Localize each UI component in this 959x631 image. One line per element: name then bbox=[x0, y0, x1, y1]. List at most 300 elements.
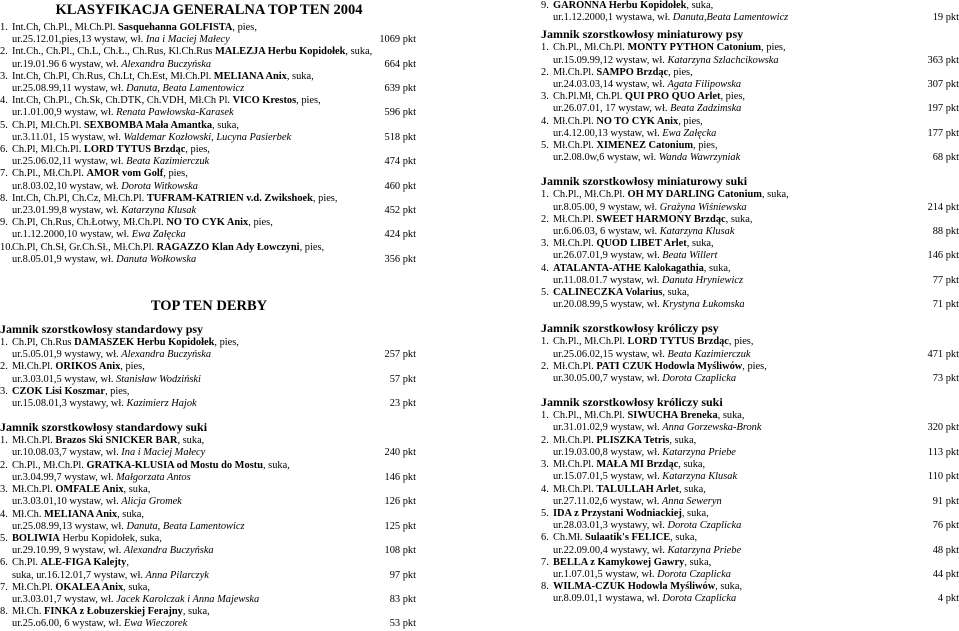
entry-title-line bbox=[0, 386, 418, 398]
ranking-entry bbox=[541, 214, 959, 238]
entry-sex: , pies, bbox=[185, 144, 210, 156]
entry-points: 307 pkt bbox=[927, 79, 959, 91]
entry-info-line bbox=[541, 496, 959, 508]
entry-sex: , suka, bbox=[703, 262, 731, 274]
entry-points: 53 pkt bbox=[389, 618, 416, 630]
entry-points: 126 pkt bbox=[384, 496, 416, 508]
dog-name: SAMPO Brzdąc bbox=[596, 66, 669, 78]
entry-info-line bbox=[541, 299, 959, 311]
owner-name: Danuta,Beata Lamentowicz bbox=[672, 12, 789, 24]
entry-info-line bbox=[0, 521, 418, 533]
entry-titles: Mł.Ch.Pl. bbox=[553, 360, 597, 372]
dog-name: ORIKOS Anix bbox=[55, 361, 121, 373]
entry-points: 474 pkt bbox=[384, 156, 416, 168]
entry-details: ur.27.11.02,6 wystaw, wł. bbox=[553, 495, 662, 507]
entry-rank: 5. bbox=[541, 287, 549, 299]
dog-name: CZOK Lisi Koszmar bbox=[12, 385, 105, 397]
entry-title-line bbox=[541, 435, 959, 447]
owner-name: Dorota Czaplicka bbox=[657, 568, 731, 580]
ranking-entry bbox=[541, 42, 959, 66]
entry-points: 19 pkt bbox=[932, 12, 959, 24]
owner-name: Anna Pilarczyk bbox=[145, 569, 209, 581]
entry-sex: , suka, bbox=[662, 287, 690, 299]
entry-sex: , suka, bbox=[669, 434, 697, 446]
entry-points: 23 pkt bbox=[389, 398, 416, 410]
entry-titles: Mł.Ch.Pl. bbox=[553, 213, 597, 225]
entry-titles: Mł.Ch.Pl. bbox=[553, 115, 597, 127]
owner-name: Grażyna Wiśniewska bbox=[659, 201, 747, 213]
entry-details: ur.8.09.01,1 wystawa, wł. bbox=[553, 593, 663, 605]
entry-details: ur.25.06.02,15 wystaw, wł. bbox=[553, 348, 668, 360]
ranking-entry bbox=[541, 410, 959, 434]
entry-details: ur.8.05.01,9 wystaw, wł. bbox=[12, 253, 117, 265]
owner-name: Danuta Hryniewicz bbox=[661, 274, 744, 286]
dog-name: GARONNA Herbu Kopidołek bbox=[553, 0, 687, 11]
entry-points: 146 pkt bbox=[384, 471, 416, 483]
dog-name: LORD TYTUS Brzdąc bbox=[627, 336, 729, 348]
entry-info-line bbox=[541, 447, 959, 459]
entry-title-line bbox=[541, 263, 959, 275]
entry-details: ur.25.o6.00, 6 wystaw, wł. bbox=[12, 618, 124, 630]
entry-titles: Int.Ch., Ch.Pl., Ch.L, Ch.Ł., Ch.Rus, Kl.Ch.Rus bbox=[12, 46, 215, 58]
entry-info-line bbox=[541, 373, 959, 385]
entry-title-line bbox=[0, 95, 418, 107]
ranking-entry bbox=[541, 140, 959, 164]
entry-sex: , suka, bbox=[684, 556, 712, 568]
entry-titles: Ch.Pl.Mł, Ch.Pl. bbox=[553, 91, 625, 103]
ranking-entry bbox=[541, 287, 959, 311]
ranking-entry bbox=[0, 337, 418, 361]
entry-info-line bbox=[0, 447, 418, 459]
ranking-entry bbox=[0, 484, 418, 508]
owner-name: Alexandra Buczyńska bbox=[123, 545, 214, 557]
entry-info-line bbox=[541, 103, 959, 115]
entry-rank: 2. bbox=[0, 459, 8, 471]
entry-info-line bbox=[541, 202, 959, 214]
dog-name: OH MY DARLING Catonium bbox=[627, 189, 762, 201]
ranking-entry bbox=[0, 460, 418, 484]
entry-points: 4 pkt bbox=[937, 593, 959, 605]
owner-name: Danuta, Beata Lamentowicz bbox=[126, 520, 245, 532]
entry-titles: Mł.Ch.Pl. bbox=[553, 483, 597, 495]
entry-rank: 1. bbox=[541, 42, 549, 54]
entry-rank: 2. bbox=[541, 66, 549, 78]
entry-titles: Ch.Pl, Ch.Sł, Gr.Ch.Sł., Mł.Ch.Pl. bbox=[12, 241, 157, 253]
entry-points: 88 pkt bbox=[932, 226, 959, 238]
entry-rank: 1. bbox=[541, 410, 549, 422]
ranking-entry bbox=[0, 533, 418, 557]
entry-sex: , pies, bbox=[678, 115, 703, 127]
entry-details: ur.10.08.03,7 wystaw, wł. bbox=[12, 447, 122, 459]
entry-sex: , suka, bbox=[678, 483, 706, 495]
entry-details: ur.11.08.01.7 wystaw, wł. bbox=[553, 274, 662, 286]
entry-details: ur.1.01.00,9 wystaw, wł. bbox=[12, 107, 117, 119]
entry-sex: , bbox=[126, 557, 129, 569]
entry-sex: , suka, bbox=[262, 459, 290, 471]
ranking-entry bbox=[0, 509, 418, 533]
entry-details: ur.29.10.99, 9 wystaw, wł. bbox=[12, 545, 124, 557]
dog-name: VICO Krestos bbox=[232, 95, 297, 107]
owner-name: Wanda Wawrzyniak bbox=[658, 152, 741, 164]
entry-sex: , suka, bbox=[212, 119, 239, 131]
entry-titles: Mł.Ch.Pl. bbox=[12, 435, 56, 447]
owner-name: Dorota Czaplicka bbox=[662, 373, 737, 385]
entry-points: 356 pkt bbox=[384, 253, 416, 265]
dog-name: TALULLAH Arlet bbox=[596, 483, 679, 495]
entry-points: 113 pkt bbox=[927, 446, 959, 458]
owner-name: Katarzyna Priebe bbox=[662, 446, 736, 458]
entry-title-line bbox=[0, 193, 418, 205]
ranking-entry bbox=[0, 95, 418, 119]
entry-sex: , suka, bbox=[123, 581, 151, 593]
entry-title-line bbox=[0, 484, 418, 496]
owner-name: Alicja Gromek bbox=[121, 496, 182, 508]
entry-details: ur.25.08.99,11 wystaw, wł. bbox=[12, 83, 127, 95]
entry-details: ur.15.08.01,3 wystawy, wł. bbox=[12, 398, 127, 410]
entry-info-line bbox=[0, 156, 418, 168]
entry-titles: Ch.Pl., Mł.Ch.Pl. bbox=[553, 42, 628, 54]
entry-title-line bbox=[541, 287, 959, 299]
dog-name: XIMENEZ Catonium bbox=[596, 140, 694, 152]
entry-details: ur.15.07.01,5 wystaw, wł. bbox=[553, 471, 663, 483]
entry-title-line bbox=[541, 410, 959, 422]
entry-info-line bbox=[541, 152, 959, 164]
entry-info-line bbox=[541, 275, 959, 287]
ranking-entry bbox=[541, 336, 959, 360]
entry-rank: 1. bbox=[0, 435, 8, 447]
dog-name: Sasquehanna GOLFISTA bbox=[117, 22, 233, 33]
entry-title-line bbox=[541, 581, 959, 593]
entry-titles: Ch.Pl. bbox=[12, 557, 41, 569]
dog-name: MELIANA Anix bbox=[213, 70, 287, 82]
entry-points: 91 pkt bbox=[932, 495, 959, 507]
ranking-entry bbox=[0, 168, 418, 192]
entry-info-line bbox=[0, 349, 418, 361]
entry-points: 197 pkt bbox=[927, 103, 959, 115]
entry-details: ur.3.03.01,7 wystaw, wł. bbox=[12, 593, 117, 605]
entry-rank: 8. bbox=[541, 581, 549, 593]
entry-sex: , suka, bbox=[678, 459, 706, 471]
dog-name: LORD TYTUS Brzdąc bbox=[83, 144, 186, 156]
left-column bbox=[0, 0, 418, 631]
entry-titles: Mł.Ch.Pl. bbox=[553, 434, 597, 446]
entry-info-line bbox=[0, 570, 418, 582]
ranking-entry bbox=[541, 91, 959, 115]
entry-details: ur.24.03.03,14 wystaw, wł. bbox=[553, 79, 668, 91]
entry-details: ur.15.09.99,12 wystaw, wł. bbox=[553, 54, 668, 66]
entry-points: 177 pkt bbox=[927, 127, 959, 139]
ranking-entry bbox=[0, 144, 418, 168]
ranking-entry bbox=[541, 557, 959, 581]
right-column bbox=[541, 0, 959, 606]
dog-name: MAŁA MI Brzdąc bbox=[596, 459, 679, 471]
entry-sex: , pies, bbox=[248, 217, 273, 229]
entry-details: ur.26.07.01, 17 wystaw, wł. bbox=[553, 103, 671, 115]
dog-name: FINKA z Łobuzerskiej Ferajny bbox=[44, 606, 183, 618]
entry-details: ur.3.04.99,7 wystaw, wł. bbox=[12, 471, 117, 483]
entry-points: 363 pkt bbox=[927, 54, 959, 66]
entry-info-line bbox=[0, 594, 418, 606]
entry-title-line bbox=[541, 361, 959, 373]
owner-name: Danuta Wołkowska bbox=[116, 253, 197, 265]
entry-sex: , suka, bbox=[123, 484, 151, 496]
entry-title-line bbox=[0, 533, 418, 545]
entry-title-line bbox=[0, 435, 418, 447]
entry-info-line bbox=[541, 128, 959, 140]
entry-details: ur.3.11.01, 15 wystaw, wł. bbox=[12, 131, 124, 143]
entry-sex: , pies, bbox=[720, 91, 745, 103]
entry-rank: 9. bbox=[541, 0, 549, 11]
entry-points: 68 pkt bbox=[932, 152, 959, 164]
entry-rank: 5. bbox=[0, 532, 8, 544]
dog-name: Sulaatik's FELICE bbox=[585, 532, 671, 544]
entry-info-line bbox=[0, 398, 418, 410]
entry-titles: Mł.Ch.Pl. bbox=[12, 581, 56, 593]
entry-rank: 5. bbox=[541, 507, 549, 519]
entry-titles: Int.Ch, Ch.Pl, Ch.Cz, Mł.Ch.Pl. bbox=[12, 192, 147, 204]
entry-details: ur.26.07.01,9 wystaw, wł. bbox=[553, 250, 663, 262]
ranking-entry bbox=[541, 508, 959, 532]
entry-details: ur.1.12.2000,1 wystawa, wł. bbox=[553, 12, 673, 24]
entry-sex: , pies, bbox=[214, 337, 239, 349]
owner-name: Kazimierz Hajok bbox=[126, 398, 197, 410]
entry-titles: Mł.Ch.Pl. bbox=[553, 238, 597, 250]
ranking-entry bbox=[0, 242, 418, 266]
owner-name: Agata Filipowska bbox=[667, 79, 742, 91]
entry-titles: Mł.Ch.Pl. bbox=[553, 66, 597, 78]
dog-name: ATALANTA-ATHE Kalokagathia bbox=[553, 262, 704, 274]
entry-points: 257 pkt bbox=[384, 349, 416, 361]
ranking-entry bbox=[541, 189, 959, 213]
entry-sex: , pies, bbox=[693, 140, 718, 152]
section-title: Jamnik szorstkowłosy miniaturowy suki bbox=[541, 174, 748, 189]
ranking-entry bbox=[0, 557, 418, 581]
owner-name: Katarzyna Szlachcikowska bbox=[667, 54, 779, 66]
entry-sex: , suka, bbox=[725, 213, 753, 225]
entry-title-line bbox=[541, 238, 959, 250]
entry-details: ur.23.01.99,8 wystaw, wł. bbox=[12, 205, 122, 217]
entry-points: 108 pkt bbox=[384, 545, 416, 557]
entry-sex: , pies, bbox=[742, 360, 767, 372]
entry-details: ur.30.05.00,7 wystaw, wł. bbox=[553, 373, 663, 385]
entry-title-line bbox=[0, 22, 418, 34]
owner-name: Katarzyna Klusak bbox=[121, 205, 197, 217]
dog-name: MONTY PYTHON Catonium bbox=[627, 42, 762, 54]
entry-title-line bbox=[541, 189, 959, 201]
entry-info-line bbox=[0, 374, 418, 386]
owner-name: Katarzyna Klusak bbox=[659, 226, 735, 238]
entry-titles: Ch.Pl., Mł.Ch.Pl. bbox=[553, 410, 628, 422]
ranking-entry bbox=[541, 116, 959, 140]
entry-rank: 8. bbox=[0, 606, 8, 618]
entry-points: 518 pkt bbox=[384, 131, 416, 143]
owner-name: Alexandra Buczyńska bbox=[121, 58, 212, 70]
entry-details: ur.3.03.01,5 wystaw, wł. bbox=[12, 373, 117, 385]
entry-details: ur.31.01.02,9 wystaw, wł. bbox=[553, 422, 663, 434]
entry-sex: , pies, bbox=[728, 336, 754, 348]
entry-points: 452 pkt bbox=[384, 205, 416, 217]
entry-sex: , pies, bbox=[761, 42, 786, 54]
entry-info-line bbox=[541, 545, 959, 557]
dog-name: QUI PRO QUO Arlet bbox=[624, 91, 721, 103]
entry-titles: Mł.Ch.Pl. bbox=[553, 459, 597, 471]
right-top-entry bbox=[541, 0, 959, 24]
entry-info-line bbox=[541, 79, 959, 91]
dog-name: SEXBOMBA Mała Amantka bbox=[83, 119, 213, 131]
entry-rank: 2. bbox=[541, 213, 549, 225]
entry-sex: , suka, bbox=[345, 46, 373, 58]
dog-name: BELLA z Kamykowej Gawry bbox=[553, 556, 685, 568]
entry-points: 44 pkt bbox=[932, 568, 959, 580]
ranking-entry bbox=[541, 238, 959, 262]
dog-name: TUFRAM-KATRIEN v.d. Zwikshoek bbox=[146, 192, 313, 204]
entry-rank: 4. bbox=[0, 508, 8, 520]
entry-rank: 4. bbox=[0, 95, 8, 107]
entry-info-line bbox=[541, 349, 959, 361]
entry-rank: 4. bbox=[541, 262, 549, 274]
entry-details: ur.1.12.2000,10 wystaw, wł. bbox=[12, 229, 132, 241]
entry-title-line bbox=[0, 144, 418, 156]
owner-name: Alexandra Buczyńska bbox=[121, 349, 212, 361]
entry-info-line bbox=[541, 422, 959, 434]
entry-info-line bbox=[0, 472, 418, 484]
entry-title-line bbox=[541, 214, 959, 226]
entry-rank: 2. bbox=[0, 361, 8, 373]
owner-name: Katarzyna Priebe bbox=[667, 544, 742, 556]
owner-name: Renata Pawłowska-Karasek bbox=[116, 107, 234, 119]
entry-points: 110 pkt bbox=[927, 471, 959, 483]
ranking-entry bbox=[541, 532, 959, 556]
entry-points: 596 pkt bbox=[384, 107, 416, 119]
entry-rank: 7. bbox=[541, 556, 549, 568]
entry-info-line bbox=[0, 132, 418, 144]
owner-name: Ina i Maciej Małecy bbox=[121, 447, 206, 459]
ranking-entry bbox=[0, 120, 418, 144]
entry-titles: Ch.Pl, Mł.Ch.Pl. bbox=[12, 144, 84, 156]
entry-info-line bbox=[541, 520, 959, 532]
entry-details: ur.5.05.01,9 wystawy, wł. bbox=[12, 349, 122, 361]
entry-details: ur.4.12.00,13 wystaw, wł. bbox=[553, 127, 663, 139]
entry-info-line bbox=[541, 593, 959, 605]
entry-title-line bbox=[0, 509, 418, 521]
ranking-entry bbox=[541, 0, 959, 24]
entry-details: ur.25.12.01,pies,13 wystaw, wł. bbox=[12, 34, 146, 46]
entry-details: ur.8.05.00, 9 wystaw, wł. bbox=[553, 201, 660, 213]
owner-name: Małgorzata Antos bbox=[116, 471, 191, 483]
entry-points: 77 pkt bbox=[932, 274, 959, 286]
entry-details: ur.3.03.01,10 wystaw, wł. bbox=[12, 496, 122, 508]
dog-name: NO TO CYK Anix bbox=[596, 115, 679, 127]
owner-name: Ewa Wieczorek bbox=[123, 618, 188, 630]
ranking-entry bbox=[541, 459, 959, 483]
entry-sex: , pies, bbox=[668, 66, 693, 78]
ranking-entry bbox=[541, 581, 959, 605]
entry-rank: 2. bbox=[0, 46, 8, 58]
entry-title-line bbox=[0, 120, 418, 132]
entry-points: 83 pkt bbox=[389, 593, 416, 605]
entry-info-line bbox=[0, 618, 418, 630]
entry-points: 639 pkt bbox=[384, 83, 416, 95]
owner-name: Jacek Karolczak i Anna Majewska bbox=[116, 593, 260, 605]
dog-name: NO TO CYK Anix bbox=[166, 217, 249, 229]
dog-name: GRATKA-KLUSIA od Mostu do Mostu bbox=[86, 459, 263, 471]
entry-title-line bbox=[541, 557, 959, 569]
ranking-entry bbox=[0, 582, 418, 606]
entry-title-line bbox=[0, 460, 418, 472]
page-title: KLASYFIKACJA GENERALNA TOP TEN 2004 bbox=[55, 2, 363, 18]
entry-title-line bbox=[0, 557, 418, 569]
entry-info-line bbox=[0, 254, 418, 266]
ranking-entry bbox=[541, 484, 959, 508]
owner-name: Beata Willert bbox=[662, 250, 718, 262]
section-title: Jamnik szorstkowłosy standardowy suki bbox=[0, 420, 208, 435]
ranking-entry bbox=[0, 386, 418, 410]
dog-name: PATI CZUK Hodowla Myśliwów bbox=[596, 360, 743, 372]
entry-info-line bbox=[0, 545, 418, 557]
entry-rank: 8. bbox=[0, 192, 8, 204]
owner-name: Waldemar Kozłowski, Lucyna Pasierbek bbox=[123, 131, 292, 143]
owner-name: Krystyna Łukomska bbox=[662, 299, 745, 311]
entry-title-line bbox=[0, 606, 418, 618]
entry-title-line bbox=[541, 459, 959, 471]
entry-info-line bbox=[0, 205, 418, 217]
dog-name: IDA z Przystani Wodniackiej bbox=[553, 507, 682, 519]
entry-title-line bbox=[541, 532, 959, 544]
entry-sex: , suka, bbox=[681, 507, 709, 519]
dog-name: SIWUCHA Breneka bbox=[627, 410, 718, 422]
entry-sex: , suka, bbox=[117, 508, 144, 520]
entry-rank: 9. bbox=[0, 217, 8, 229]
entry-sex: , pies, bbox=[104, 385, 130, 397]
section-title: Jamnik szorstkowłosy króliczy suki bbox=[541, 395, 723, 410]
entry-title-line bbox=[541, 336, 959, 348]
entry-sex: , suka, bbox=[761, 189, 789, 201]
entry-details: ur.28.03.01,3 wystawy, wł. bbox=[553, 520, 668, 532]
entry-rank: 5. bbox=[0, 119, 8, 131]
ranking-entry bbox=[0, 46, 418, 70]
section-title: Jamnik szorstkowłosy miniaturowy psy bbox=[541, 27, 744, 42]
entry-details: ur.1.07.01,5 wystaw, wł. bbox=[553, 568, 658, 580]
owner-name: Anna Seweryn bbox=[661, 495, 722, 507]
entry-points: 1069 pkt bbox=[379, 34, 416, 46]
entry-details: ur.19.03.00,8 wystaw, wł. bbox=[553, 446, 663, 458]
owner-name: Dorota Czaplicka bbox=[662, 593, 737, 605]
entry-points: 48 pkt bbox=[932, 544, 959, 556]
entry-sex: , pies, bbox=[232, 22, 257, 33]
dog-name: OMFALE Anix bbox=[55, 484, 124, 496]
entry-rank: 6. bbox=[0, 557, 8, 569]
general-ranking-list bbox=[0, 22, 418, 266]
entry-title-line bbox=[0, 46, 418, 58]
entry-points: 424 pkt bbox=[384, 229, 416, 241]
entry-title-line bbox=[541, 0, 959, 12]
entry-title-line bbox=[541, 91, 959, 103]
entry-info-line bbox=[541, 55, 959, 67]
entry-title-line bbox=[541, 116, 959, 128]
entry-rank: 2. bbox=[541, 360, 549, 372]
ranking-entry bbox=[541, 435, 959, 459]
entry-points: 146 pkt bbox=[927, 250, 959, 262]
dog-name: ALE-FIGA Kalejty bbox=[40, 557, 127, 569]
entry-titles: Int.Ch, Ch.Pl, Ch.Rus, Ch.Lt, Ch.Est, Mł.Ch.Pl. bbox=[12, 70, 214, 82]
entry-rank: 6. bbox=[541, 532, 549, 544]
entry-points: 57 pkt bbox=[389, 373, 416, 385]
entry-titles: Ch.Pl, Ch.Rus bbox=[12, 337, 75, 349]
ranking-entry bbox=[541, 67, 959, 91]
entry-details: ur.25.08.99,13 wystaw, wł. bbox=[12, 520, 127, 532]
ranking-entry bbox=[0, 435, 418, 459]
entry-info-line bbox=[0, 181, 418, 193]
